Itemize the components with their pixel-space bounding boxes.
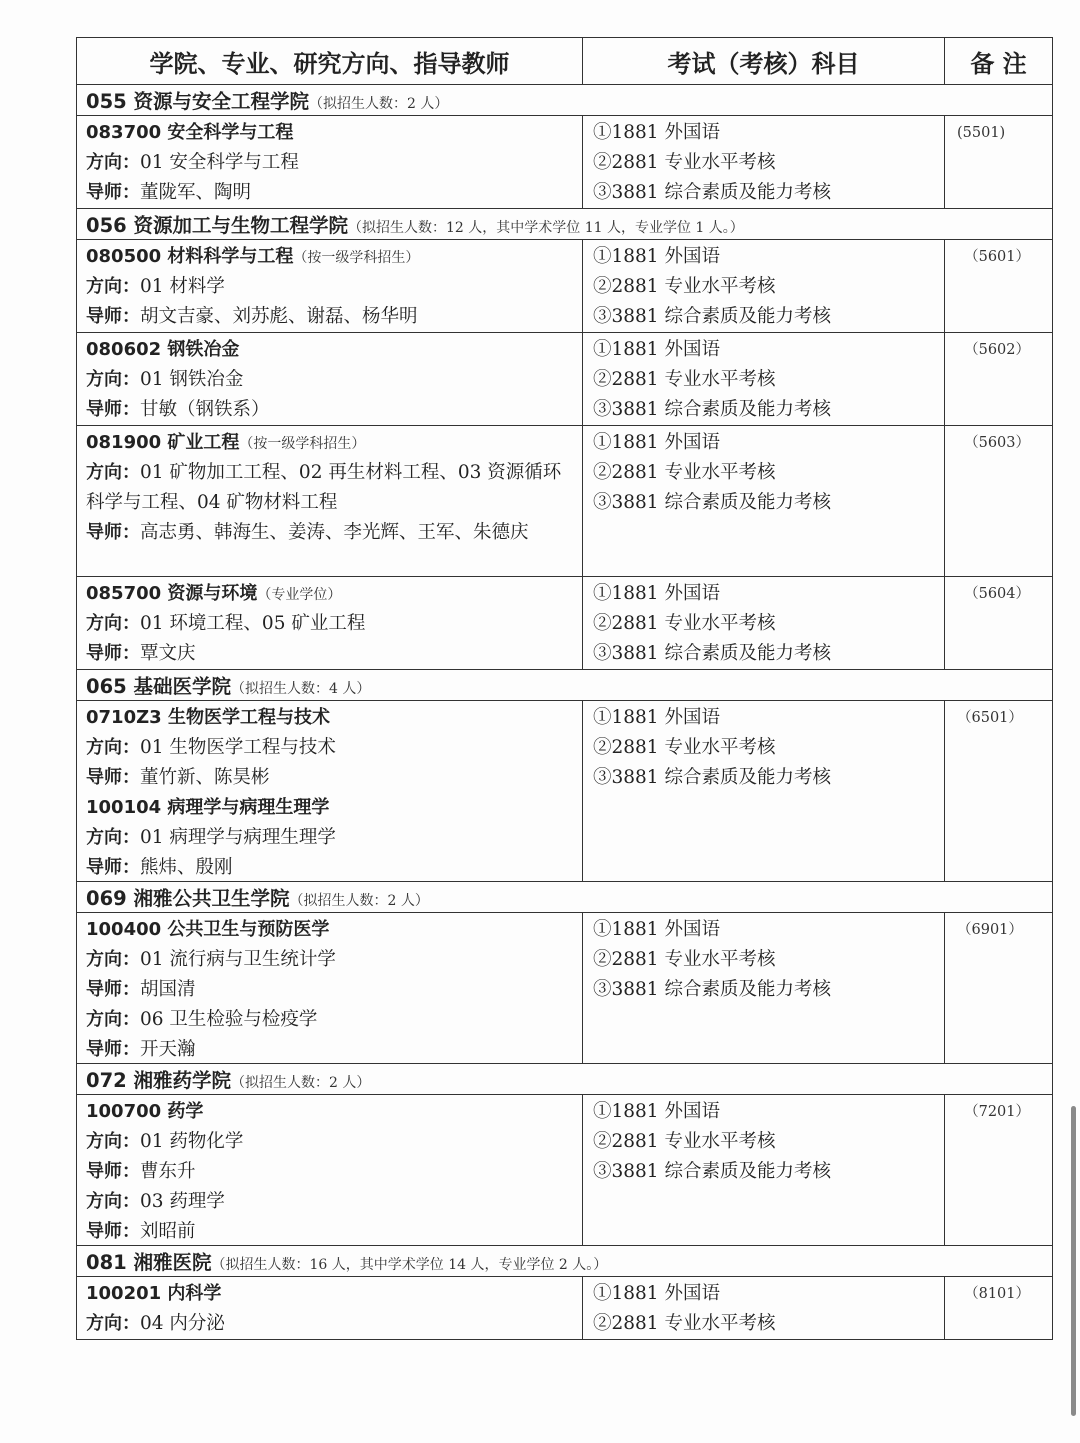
header-college-major: 学院、专业、研究方向、指导教师 — [77, 38, 583, 85]
exam-subject-2: ②2881 专业水平考核 — [593, 1131, 776, 1152]
advisor-label: 导师： — [86, 522, 140, 543]
direction-value: 01 安全科学与工程 — [140, 152, 299, 173]
advisor-value-2: 熊炜、殷刚 — [140, 857, 233, 878]
advisor-value: 覃文庆 — [140, 643, 196, 664]
direction-label: 方向： — [86, 462, 140, 483]
advisor-label: 导师： — [86, 1161, 140, 1182]
direction-label: 方向： — [86, 1191, 140, 1212]
advisor-value: 董竹新、陈昊彬 — [140, 767, 270, 788]
table-row — [77, 333, 1053, 426]
exam-subject-2: ②2881 专业水平考核 — [593, 462, 776, 483]
exam-subject-1: ①1881 外国语 — [593, 707, 720, 728]
college-name: 072 湘雅药学院 — [86, 1069, 231, 1092]
college-row-081 — [77, 1246, 1053, 1277]
major-title: 080500 材料科学与工程 — [86, 246, 294, 267]
direction-value: 01 矿物加工工程、02 再生材料工程、03 资源循环科学与工程、04 矿物材料工程 — [86, 462, 562, 513]
direction-label: 方向： — [86, 369, 140, 390]
exam-subject-1: ①1881 外国语 — [593, 1101, 720, 1122]
advisor-value: 曹东升 — [140, 1161, 196, 1182]
college-quota-note: （拟招生人数：2 人） — [289, 893, 429, 909]
college-row-065 — [77, 670, 1053, 701]
table-row — [77, 1277, 1053, 1340]
table-header-row — [77, 38, 1053, 85]
advisor-value: 高志勇、韩海生、姜涛、李光辉、王军、朱德庆 — [140, 522, 529, 543]
exam-subject-1: ①1881 外国语 — [593, 583, 720, 604]
college-name: 055 资源与安全工程学院 — [86, 90, 309, 113]
major-title: 081900 矿业工程 — [86, 432, 240, 453]
advisor-label: 导师： — [86, 306, 140, 327]
direction-label: 方向： — [86, 276, 140, 297]
advisor-label: 导师： — [86, 1039, 140, 1060]
header-remarks: 备 注 — [945, 38, 1053, 85]
table-row — [77, 913, 1053, 1064]
advisor-value: 甘敏（钢铁系） — [140, 399, 270, 420]
remark-code: （7201） — [964, 1104, 1030, 1120]
advisor-value-2: 开天瀚 — [140, 1039, 196, 1060]
direction-label: 方向： — [86, 827, 140, 848]
major-title: 0710Z3 生物医学工程与技术 — [86, 707, 330, 728]
college-name: 065 基础医学院 — [86, 675, 231, 698]
direction-value: 01 钢铁冶金 — [140, 369, 244, 390]
exam-subject-1: ①1881 外国语 — [593, 122, 720, 143]
college-row-056 — [77, 209, 1053, 240]
remark-code: （6501） — [957, 710, 1023, 726]
table-row — [77, 577, 1053, 670]
college-row-055 — [77, 85, 1053, 116]
table-row — [77, 240, 1053, 333]
remark-code: （5604） — [964, 586, 1030, 602]
table-row — [77, 116, 1053, 209]
exam-subject-1: ①1881 外国语 — [593, 919, 720, 940]
exam-subject-2: ②2881 专业水平考核 — [593, 1313, 776, 1334]
exam-subject-2: ②2881 专业水平考核 — [593, 369, 776, 390]
college-name: 081 湘雅医院 — [86, 1251, 212, 1274]
enrollment-table — [76, 37, 1053, 1340]
college-row-069 — [77, 882, 1053, 913]
major-subnote: （按一级学科招生） — [293, 250, 420, 266]
table-row — [77, 426, 1053, 577]
direction-label: 方向： — [86, 613, 140, 634]
direction-label: 方向： — [86, 949, 140, 970]
advisor-label: 导师： — [86, 182, 140, 203]
remark-code: （5601） — [964, 249, 1030, 265]
direction-label: 方向： — [86, 1313, 140, 1334]
advisor-value: 胡文吉豪、刘苏彪、谢磊、杨华明 — [140, 306, 418, 327]
direction-value-2: 06 卫生检验与检疫学 — [140, 1009, 318, 1030]
exam-subject-2: ②2881 专业水平考核 — [593, 152, 776, 173]
exam-subject-3: ③3881 综合素质及能力考核 — [593, 306, 831, 327]
exam-subject-3: ③3881 综合素质及能力考核 — [593, 767, 831, 788]
exam-subject-2: ②2881 专业水平考核 — [593, 737, 776, 758]
exam-subject-2: ②2881 专业水平考核 — [593, 949, 776, 970]
remark-code: （6901） — [957, 922, 1023, 938]
exam-subject-3: ③3881 综合素质及能力考核 — [593, 979, 831, 1000]
direction-label: 方向： — [86, 1131, 140, 1152]
direction-value: 01 生物医学工程与技术 — [140, 737, 336, 758]
major-title: 100400 公共卫生与预防医学 — [86, 919, 330, 940]
direction-value: 01 材料学 — [140, 276, 225, 297]
major-title: 085700 资源与环境 — [86, 583, 258, 604]
college-quota-note: （拟招生人数：2 人） — [309, 96, 449, 112]
major-title: 080602 钢铁冶金 — [86, 339, 240, 360]
remark-code: （5603） — [964, 435, 1030, 451]
college-quota-note: （拟招生人数：2 人） — [231, 1075, 371, 1091]
college-name: 056 资源加工与生物工程学院 — [86, 214, 348, 237]
advisor-label: 导师： — [86, 399, 140, 420]
direction-label: 方向： — [86, 152, 140, 173]
exam-subject-2: ②2881 专业水平考核 — [593, 613, 776, 634]
exam-subject-3: ③3881 综合素质及能力考核 — [593, 399, 831, 420]
major-title: 100201 内科学 — [86, 1283, 222, 1304]
advisor-label: 导师： — [86, 643, 140, 664]
exam-subject-3: ③3881 综合素质及能力考核 — [593, 1161, 831, 1182]
remark-code: （8101） — [964, 1286, 1030, 1302]
exam-subject-1: ①1881 外国语 — [593, 432, 720, 453]
advisor-value: 胡国清 — [140, 979, 196, 1000]
exam-subject-3: ③3881 综合素质及能力考核 — [593, 492, 831, 513]
table-row — [77, 1095, 1053, 1246]
college-row-072 — [77, 1064, 1053, 1095]
college-quota-note: （拟招生人数：12 人，其中学术学位 11 人，专业学位 1 人。） — [348, 220, 744, 236]
major-title: 100700 药学 — [86, 1101, 204, 1122]
advisor-value: 董陇军、陶明 — [140, 182, 252, 203]
major-subnote: （按一级学科招生） — [239, 436, 366, 452]
major-title-2: 100104 病理学与病理生理学 — [86, 797, 330, 818]
enrollment-table-sheet — [76, 37, 1052, 1340]
exam-subject-1: ①1881 外国语 — [593, 339, 720, 360]
advisor-label: 导师： — [86, 767, 140, 788]
exam-subject-3: ③3881 综合素质及能力考核 — [593, 182, 831, 203]
direction-value: 04 内分泌 — [140, 1313, 225, 1334]
advisor-label: 导师： — [86, 979, 140, 1000]
direction-value: 01 环境工程、05 矿业工程 — [140, 613, 366, 634]
header-exam-subjects: 考试（考核）科目 — [583, 38, 945, 85]
direction-label: 方向： — [86, 737, 140, 758]
exam-subject-1: ①1881 外国语 — [593, 1283, 720, 1304]
college-name: 069 湘雅公共卫生学院 — [86, 887, 290, 910]
direction-value: 01 流行病与卫生统计学 — [140, 949, 336, 970]
direction-value-2: 01 病理学与病理生理学 — [140, 827, 336, 848]
exam-subject-2: ②2881 专业水平考核 — [593, 276, 776, 297]
advisor-value-2: 刘昭前 — [140, 1221, 196, 1242]
major-title: 083700 安全科学与工程 — [86, 122, 294, 143]
direction-value-2: 03 药理学 — [140, 1191, 225, 1212]
remark-code: （5602） — [964, 342, 1030, 358]
table-row — [77, 701, 1053, 882]
exam-subject-3: ③3881 综合素质及能力考核 — [593, 643, 831, 664]
college-quota-note: （拟招生人数：16 人，其中学术学位 14 人，专业学位 2 人。） — [211, 1257, 608, 1273]
remark-code: (5501) — [957, 125, 1006, 141]
major-subnote: （专业学位） — [257, 587, 342, 603]
exam-subject-1: ①1881 外国语 — [593, 246, 720, 267]
advisor-label: 导师： — [86, 1221, 140, 1242]
scrollbar-thumb[interactable] — [1071, 1106, 1076, 1416]
advisor-label: 导师： — [86, 857, 140, 878]
direction-value: 01 药物化学 — [140, 1131, 244, 1152]
college-quota-note: （拟招生人数：4 人） — [231, 681, 371, 697]
direction-label: 方向： — [86, 1009, 140, 1030]
